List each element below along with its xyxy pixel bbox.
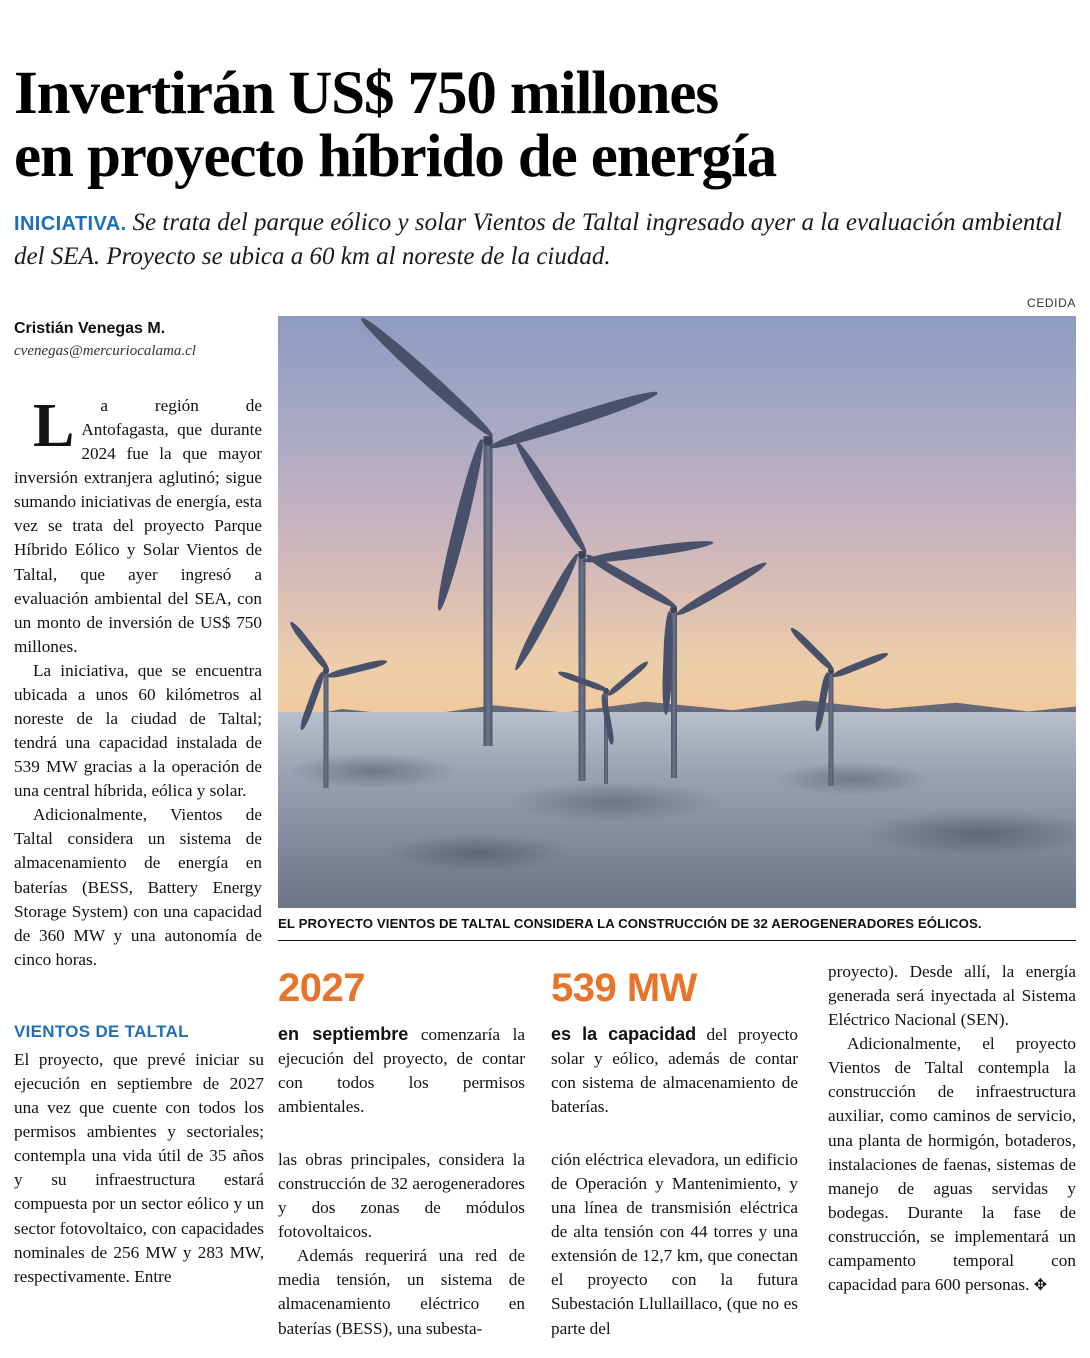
pull-stat-lead: es la capacidad	[551, 1024, 697, 1044]
paragraph: La iniciativa, que se encuentra ubicada a unos 60 kilómetros al noreste de la ciudad de Taltal; tendrá una capacidad instalada de 539 MW gracias a la operación de una central híbrida, eólica y solar.	[14, 660, 262, 801]
wind-turbine-icon	[323, 668, 329, 788]
pull-stat-number: 539 MW	[551, 966, 697, 1010]
wind-turbine-icon	[578, 551, 586, 781]
pull-stat-text: del proyecto solar y eólico, además de contar con sistema de almacenamiento de baterías.	[551, 1025, 798, 1117]
paragraph-text: Adicionalmente, el proyecto Vientos de Taltal contempla la construcción de infraestructura auxiliar, como caminos de servicio, una planta de hormigón, botaderos, instalaciones de faenas, sistemas de manejo de aguas servidas y bodegas. Durante la fase de construcción, se implementará un campamento temporal con capacidad para 600 personas.	[828, 1034, 1076, 1295]
pull-stat-1	[278, 960, 525, 1119]
body-column-4	[828, 960, 1076, 1297]
body-column-3	[551, 1148, 798, 1341]
paragraph	[14, 394, 262, 659]
pull-stat-text: comenzaría la ejecución del proyecto, de contar con todos los permisos ambientales.	[278, 1025, 525, 1117]
wind-turbine-icon	[483, 436, 493, 746]
deck-text: Se trata del parque eólico y solar Vientos de Taltal ingresado ayer a la evaluación ambiental del SEA. Proyecto se ubica a 60 km al noreste de la ciudad.	[14, 209, 1062, 270]
section-subhead: VIENTOS DE TALTAL	[14, 1022, 189, 1041]
body-column-1-continued	[14, 1048, 264, 1289]
end-mark-icon: ✥	[1033, 1277, 1048, 1295]
wind-turbine-icon	[670, 606, 677, 778]
photo-caption: EL PROYECTO VIENTOS DE TALTAL CONSIDERA LA CONSTRUCCIÓN DE 32 AEROGENERADORES EÓLICOS.	[278, 916, 982, 931]
author-name: Cristián Venegas M.	[14, 320, 166, 337]
page-title	[14, 59, 1076, 190]
byline	[14, 320, 260, 360]
deck-kicker: INICIATIVA.	[14, 213, 127, 235]
wind-turbine-icon	[603, 688, 608, 784]
pull-stat-lead: en septiembre	[278, 1024, 409, 1044]
photo-ground	[278, 712, 1076, 908]
article-photo	[278, 316, 1076, 908]
paragraph-text: a región de Antofagasta, que durante 2024 fue la que mayor inversión extranjera aglutinó; sigue sumando iniciativas de energía, esta vez se trata del proyecto Parque Híbrido Eólico y Solar Vientos de Taltal, que ayer ingresó a evaluación ambiental del SEA, con un monto de inversión de US$ 750 millones.	[14, 396, 262, 656]
paragraph: Adicionalmente, Vientos de Taltal considera un sistema de almacenamiento de energía en baterías (BESS, Battery Energy Storage System) con una capacidad de 360 MW y una autonomía de cinco horas.	[14, 805, 262, 969]
paragraph: Además requerirá una red de media tensión, un sistema de almacenamiento eléctrico en baterías (BESS), una subesta-	[278, 1246, 525, 1338]
pull-stat-2	[551, 960, 798, 1119]
paragraph: las obras principales, considera la construcción de 32 aerogeneradores y dos zonas de módulos fotovoltaicos.	[278, 1150, 525, 1242]
headline-line-2: en proyecto híbrido de energía	[14, 122, 777, 190]
photo-credit: CEDIDA	[1027, 296, 1076, 310]
author-email: cvenegas@mercuriocalama.cl	[14, 343, 196, 359]
body-column-2	[278, 1148, 525, 1341]
wind-turbine-icon	[828, 668, 833, 786]
paragraph: proyecto). Desde allí, la energía generada será inyectada al Sistema Eléctrico Nacional (SEN).	[828, 962, 1076, 1030]
article-deck	[14, 206, 1076, 274]
paragraph: ción eléctrica elevadora, un edificio de Operación y Mantenimiento, y una línea de transmisión eléctrica de alta tensión con 44 torres y una extensión de 12,7 km, que conectan el proyecto con la futura Subestación Llullaillaco, (que no es parte del	[551, 1150, 798, 1338]
paragraph	[828, 1032, 1076, 1297]
drop-cap: L	[33, 392, 75, 460]
body-column-1	[14, 394, 262, 972]
caption-divider	[278, 940, 1076, 941]
paragraph: El proyecto, que prevé iniciar su ejecución en septiembre de 2027 una vez que cuente con todos los permisos ambientes y sectoriales; contempla una vida útil de 35 años y su infraestructura estará compuesta por un sector eólico y un sector fotovoltaico, con capacidades nominales de 256 MW y 283 MW, respectivamente. Entre	[14, 1050, 264, 1286]
headline-line-1: Invertirán US$ 750 millones	[14, 59, 718, 127]
pull-stat-number: 2027	[278, 966, 365, 1010]
